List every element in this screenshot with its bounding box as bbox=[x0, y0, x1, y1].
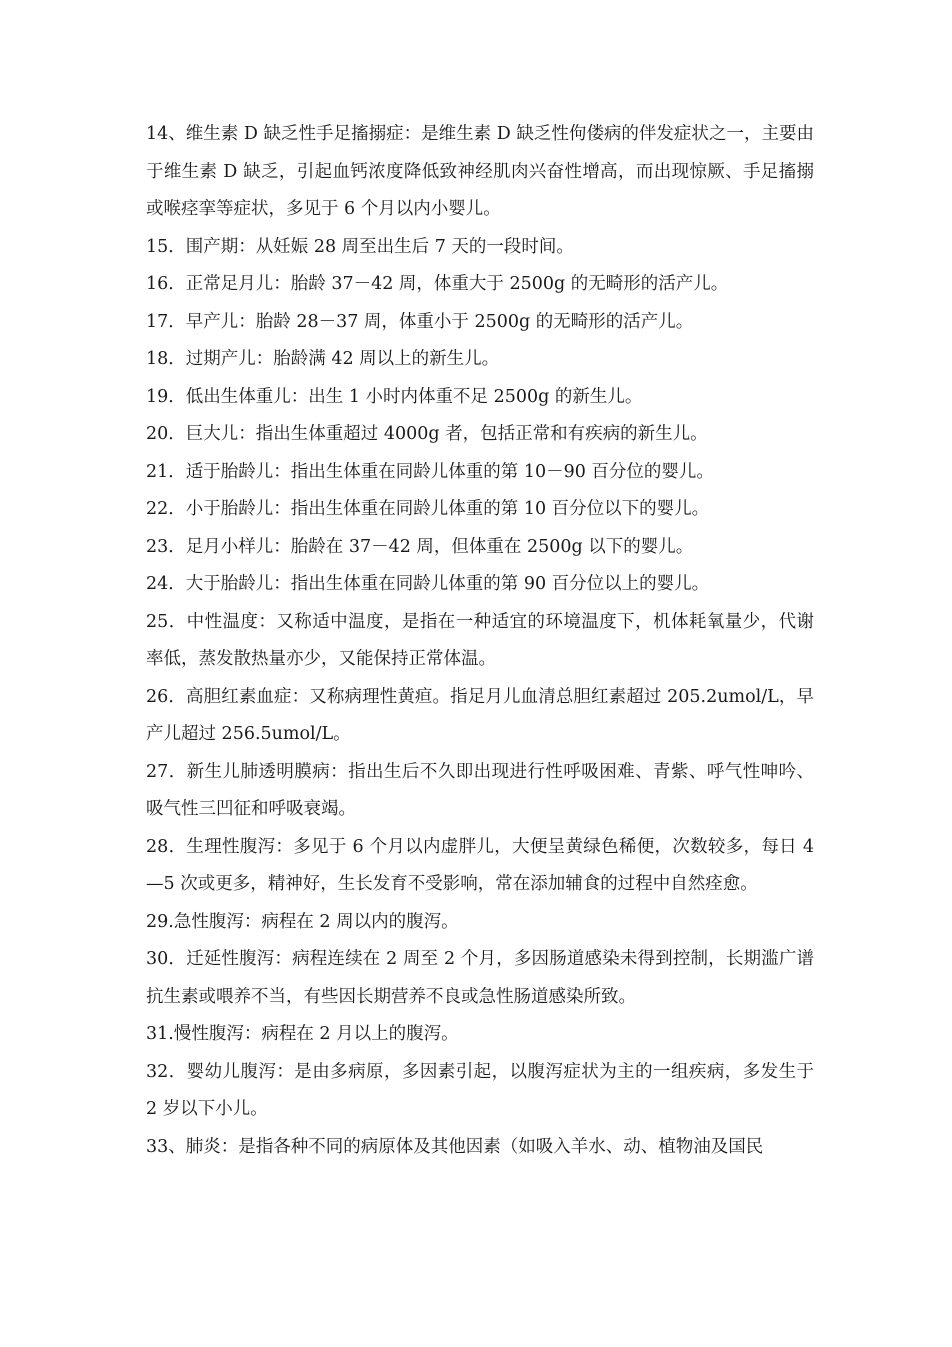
document-body bbox=[146, 116, 814, 1166]
definition-24: 24．大于胎龄儿：指出生体重在同龄儿体重的第 90 百分位以上的婴儿。 bbox=[146, 574, 710, 594]
definition-16: 16．正常足月儿：胎龄 37－42 周，体重大于 2500g 的无畸形的活产儿。 bbox=[146, 274, 729, 294]
definition-23: 23．足月小样儿：胎龄在 37－42 周，但体重在 2500g 以下的婴儿。 bbox=[146, 536, 694, 557]
definition-20: 20．巨大儿：指出生体重超过 4000g 者，包括正常和有疾病的新生儿。 bbox=[146, 424, 708, 444]
definition-26: 26．高胆红素血症：又称病理性黄疸。指足月儿血清总胆红素超过 205.2umol/L，早产儿超过 256.5umol/L。 bbox=[146, 686, 814, 744]
definition-33: 33、肺炎：是指各种不同的病原体及其他因素（如吸入羊水、动、植物油及国民 bbox=[146, 1136, 764, 1157]
definition-22: 22．小于胎龄儿：指出生体重在同龄儿体重的第 10 百分位以下的婴儿。 bbox=[146, 499, 710, 519]
definition-17: 17．早产儿：胎龄 28－37 周，体重小于 2500g 的无畸形的活产儿。 bbox=[146, 311, 694, 332]
definition-32: 32．婴幼儿腹泻：是由多病原，多因素引起，以腹泻症状为主的一组疾病，多发生于 2 岁以下小儿。 bbox=[146, 1061, 814, 1119]
definition-28: 28．生理性腹泻：多见于 6 个月以内虚胖儿，大便呈黄绿色稀便，次数较多，每日 4—5 次或更多，精神好，生长发育不受影响，常在添加辅食的过程中自然痊愈。 bbox=[146, 836, 814, 894]
definition-30: 30．迁延性腹泻：病程连续在 2 周至 2 个月，多因肠道感染未得到控制，长期滥广谱抗生素或喂养不当，有些因长期营养不良或急性肠道感染所致。 bbox=[146, 949, 814, 1007]
definition-21: 21．适于胎龄儿：指出生体重在同龄儿体重的第 10－90 百分位的婴儿。 bbox=[146, 461, 714, 482]
definition-19: 19．低出生体重儿：出生 1 小时内体重不足 2500g 的新生儿。 bbox=[146, 386, 643, 407]
definition-31: 31.慢性腹泻：病程在 2 月以上的腹泻。 bbox=[146, 1024, 459, 1044]
definition-27: 27．新生儿肺透明膜病：指出生后不久即出现进行性呼吸困难、青紫、呼气性呻吟、吸气性三凹征和呼吸衰竭。 bbox=[146, 761, 814, 819]
definition-15: 15．围产期：从妊娠 28 周至出生后 7 天的一段时间。 bbox=[146, 236, 574, 257]
definition-29: 29.急性腹泻：病程在 2 周以内的腹泻。 bbox=[146, 911, 459, 932]
definition-14: 14、维生素 D 缺乏性手足搐搦症：是维生素 D 缺乏性佝偻病的伴发症状之一，主要由于维生素 D 缺乏，引起血钙浓度降低致神经肌肉兴奋性增高，而出现惊厥、手足搐搦或喉痉挛等症状，多见于 6 个月以内小婴儿。 bbox=[146, 124, 814, 219]
definition-25: 25．中性温度：又称适中温度，是指在一种适宜的环境温度下，机体耗氧量少，代谢率低，蒸发散热量亦少，又能保持正常体温。 bbox=[146, 611, 814, 669]
definition-18: 18．过期产儿：胎龄满 42 周以上的新生儿。 bbox=[146, 349, 500, 369]
